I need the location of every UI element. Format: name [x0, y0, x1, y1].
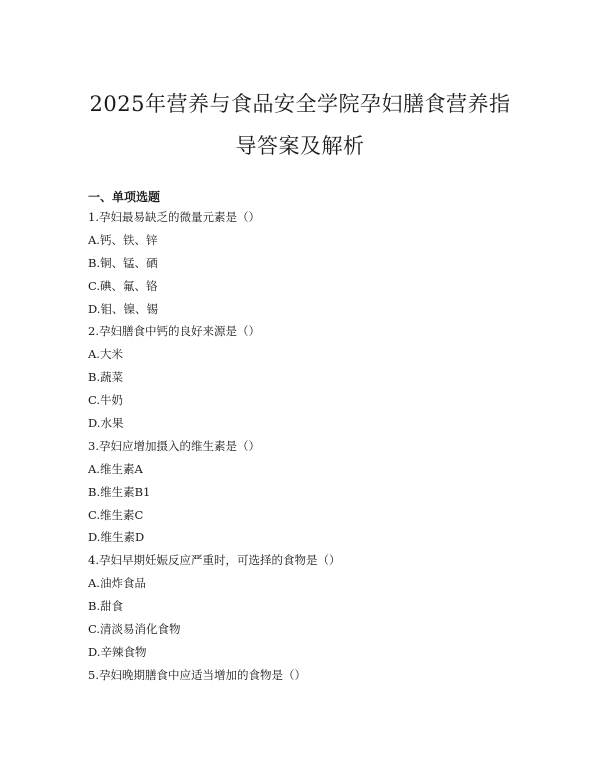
answer-option: B.甜食: [88, 599, 124, 614]
answer-option: C.牛奶: [88, 393, 124, 408]
answer-option: C.清淡易消化食物: [88, 622, 181, 637]
answer-option: D.水果: [88, 416, 124, 431]
answer-option: A.维生素A: [88, 461, 143, 476]
answer-option: A.大米: [88, 347, 123, 362]
answer-option: D.维生素D: [88, 530, 145, 545]
question-list: [88, 206, 528, 687]
section-heading: 一、单项选题: [88, 190, 161, 204]
question-stem: 1.孕妇最易缺乏的微量元素是（）: [88, 210, 260, 224]
question-stem: 5.孕妇晚期膳食中应适当增加的食物是（）: [88, 667, 306, 682]
answer-option: C.碘、氟、铬: [88, 278, 158, 293]
answer-option: A.油炸食品: [88, 576, 146, 591]
document-title-line-2: 导答案及解析: [235, 134, 365, 158]
answer-option: B.蔬菜: [88, 370, 124, 385]
answer-option: B.维生素B1: [88, 484, 151, 499]
answer-option: D.钼、镍、锡: [88, 301, 158, 316]
document-title-line-1: 2025年营养与食品安全学院孕妇膳食营养指: [89, 92, 511, 116]
question-stem: 2.孕妇膳食中钙的良好来源是（）: [88, 324, 260, 339]
question-stem: 4.孕妇早期妊娠反应严重时，可选择的食物是（）: [88, 553, 341, 568]
answer-option: A.钙、铁、锌: [88, 232, 158, 247]
answer-option: B.铜、锰、硒: [88, 255, 158, 270]
question-stem: 3.孕妇应增加摄入的维生素是（）: [88, 438, 260, 453]
answer-option: C.维生素C: [88, 507, 144, 522]
answer-option: D.辛辣食物: [88, 644, 147, 659]
